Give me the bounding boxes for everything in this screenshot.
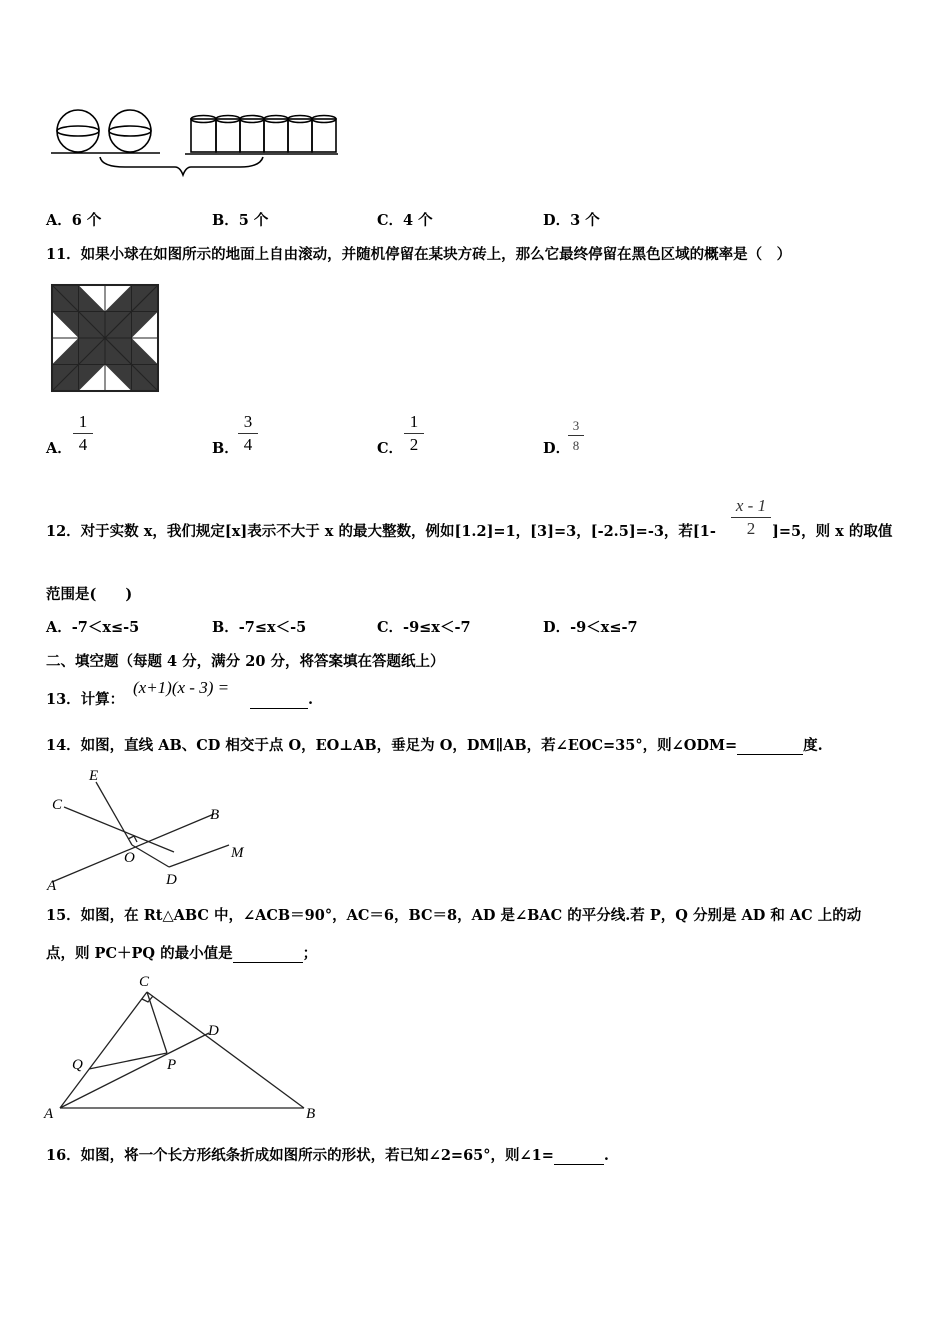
q15-line2 — [46, 945, 317, 963]
answer-blank[interactable] — [250, 708, 308, 709]
q12-stem-part1: 12．对于实数 x，我们规定[x]表示不大于 x 的最大整数，例如[1.2]=1，[3]=3，[-2.5]=-3，若[1- — [46, 523, 716, 540]
numerator: x - 1 — [735, 496, 767, 515]
label-a: A — [44, 1106, 54, 1122]
balance-figure — [45, 105, 345, 180]
q13-suffix: . — [308, 691, 314, 708]
option-letter: A． — [46, 212, 72, 229]
q12-option-d[interactable] — [543, 619, 638, 637]
option-text: 3 个 — [570, 212, 600, 229]
answer-blank[interactable] — [233, 962, 303, 963]
q10-option-b[interactable] — [212, 212, 268, 230]
option-text: -9＜x≤-7 — [570, 619, 638, 636]
denominator: 2 — [746, 519, 756, 538]
option-letter: C． — [377, 619, 404, 636]
q11-option-b-letter[interactable]: B． — [212, 440, 239, 457]
label-e: E — [89, 768, 99, 784]
option-letter: C． — [377, 212, 404, 229]
q16-prefix: 16．如图，将一个长方形纸条折成如图所示的形状，若已知∠2=65°，则∠1= — [46, 1147, 554, 1164]
label-a: A — [47, 878, 57, 894]
denominator: 2 — [409, 435, 419, 454]
numerator: 3 — [243, 412, 253, 431]
label-c: C — [139, 974, 150, 990]
denominator: 4 — [243, 435, 253, 454]
section-title: 二、填空题（每题 4 分，满分 20 分，将答案填在答题纸上） — [46, 653, 445, 670]
label-p: P — [167, 1057, 177, 1073]
q10-option-c[interactable] — [377, 212, 433, 230]
q14-stem — [46, 737, 823, 755]
q15-line2-prefix: 点，则 PC＋PQ 的最小值是 — [46, 945, 233, 962]
option-text: -7＜x≤-5 — [71, 619, 140, 636]
label-o: O — [124, 850, 135, 866]
q15-line1: 15．如图，在 Rt△ABC 中，∠ACB＝90°，AC＝6，BC＝8，AD 是∠BAC 的平分线.若 P，Q 分别是 AD 和 AC 上的动 — [46, 907, 862, 924]
q12-stem-part2: ]=5，则 x 的取值 — [772, 523, 893, 540]
q11-option-a-fraction — [73, 413, 93, 454]
q14-stem-part2: 度. — [803, 737, 823, 754]
numerator: 1 — [78, 412, 88, 431]
q11-option-a-letter[interactable]: A． — [46, 440, 72, 457]
q14-figure — [44, 767, 264, 892]
q11-option-d-fraction — [568, 418, 584, 453]
q15-triangle-figure — [42, 970, 327, 1125]
option-letter: B． — [212, 212, 239, 229]
label-q: Q — [72, 1057, 83, 1073]
q16-stem — [46, 1147, 609, 1165]
q13-prefix: 13．计算： — [46, 691, 125, 708]
numerator: 3 — [572, 418, 580, 433]
option-text: 5 个 — [238, 212, 269, 229]
denominator: 4 — [78, 435, 88, 454]
q11-option-c-fraction — [404, 413, 424, 454]
q11-option-c-letter[interactable]: C． — [377, 440, 404, 457]
q10-option-d[interactable] — [543, 212, 600, 230]
q12-stem-line2: 范围是( ) — [46, 586, 133, 603]
answer-blank[interactable] — [554, 1164, 604, 1165]
label-d: D — [208, 1023, 219, 1039]
option-letter: A． — [46, 619, 72, 636]
option-letter: D． — [543, 212, 571, 229]
option-letter: D． — [543, 619, 571, 636]
label-m: M — [231, 845, 244, 861]
q12-option-c[interactable] — [377, 619, 471, 637]
q13-answer-area[interactable] — [250, 691, 313, 709]
q11-stem: 11．如果小球在如图所示的地面上自由滚动，并随机停留在某块方砖上，那么它最终停留在黑色区域的概率是（ ） — [46, 246, 792, 263]
answer-blank[interactable] — [737, 754, 803, 755]
option-text: 4 个 — [403, 212, 433, 229]
q12-option-a[interactable] — [46, 619, 139, 637]
q15-line2-suffix: ； — [302, 945, 318, 962]
option-text: -7≤x＜-5 — [238, 619, 307, 636]
q16-suffix: . — [603, 1147, 609, 1164]
q13-expression: (x+1)(x - 3) = — [133, 678, 230, 697]
q14-stem-part1: 14．如图，直线 AB、CD 相交于点 O，EO⊥AB，垂足为 O，DM∥AB，若∠EOC=35°，则∠ODM= — [46, 737, 738, 754]
label-c: C — [52, 797, 63, 813]
q12-option-b[interactable] — [212, 619, 306, 637]
q12-fraction — [731, 497, 771, 538]
numerator: 1 — [409, 412, 419, 431]
q11-option-d-letter[interactable]: D． — [543, 440, 571, 457]
label-d: D — [166, 872, 177, 888]
denominator: 8 — [572, 438, 580, 453]
tile-grid-figure — [52, 284, 158, 392]
label-b: B — [210, 807, 220, 823]
q11-option-b-fraction — [238, 413, 258, 454]
q10-option-a[interactable] — [46, 212, 101, 230]
option-letter: B． — [212, 619, 239, 636]
option-text: -9≤x＜-7 — [403, 619, 471, 636]
option-text: 6 个 — [71, 212, 102, 229]
label-b: B — [306, 1106, 316, 1122]
